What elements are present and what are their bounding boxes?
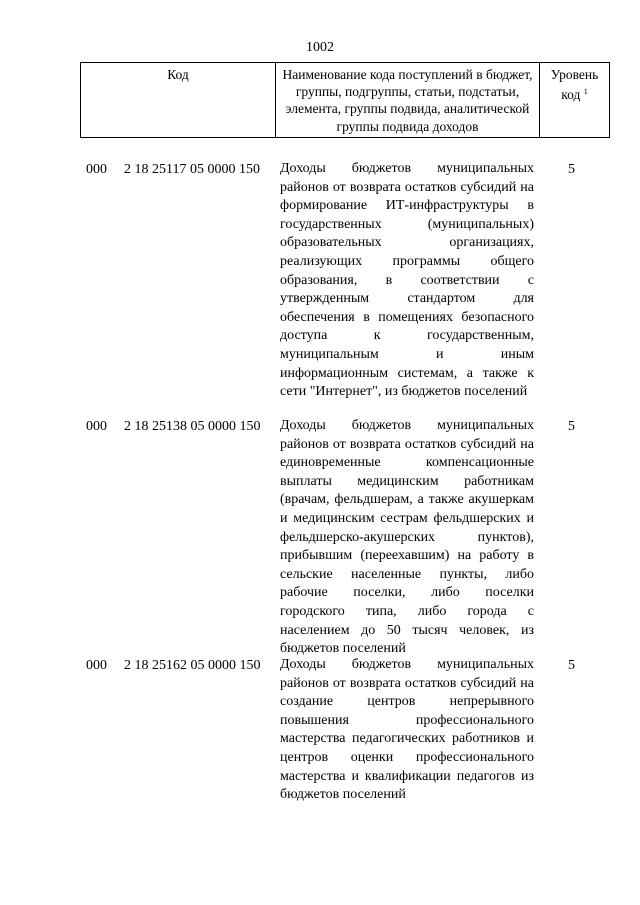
page-number: 1002	[306, 40, 334, 55]
row-name: Доходы бюджетов муниципальных районов от возврата остатков субсидий на формирование ИТ-инфраструктуры в государственных (муниципальных) образовательных организациях, реализующих программы общего образования, в соответствии с утвержденным стандартом для обеспечения в помещениях безопасного доступа к государственным, муниципальным и иным информационным системам, а также к сети "Интернет", из бюджетов поселений	[280, 161, 534, 400]
header-level-footnote: 1	[583, 87, 588, 97]
row-name: Доходы бюджетов муниципальных районов от возврата остатков субсидий на единовременные компенсационные выплаты медицинским работникам (врачам, фельдшерам, а также акушеркам и медицинским сестрам фельдшерских и фельдшерско-акушерских пунктов), прибывшим (переехавшим) на работу в сельские населенные пункты, либо рабочие поселки, либо поселки городского типа, либо города с населением до 50 тысяч человек, из бюджетов поселений	[280, 418, 534, 657]
header-name: Наименование кода поступлений в бюджет, группы, подгруппы, статьи, подстатьи, элемента, группы подвида, аналитической группы подвида доходов	[276, 63, 540, 137]
row-code: 2 18 25162 05 0000 150	[124, 658, 261, 673]
row-name: Доходы бюджетов муниципальных районов от возврата остатков субсидий на создание центров непрерывного повышения профессионального мастерства педагогических работников и центров оценки профессионального мастерства и квалификации педагогов из бюджетов поселений	[280, 657, 534, 803]
row-level: 5	[568, 162, 575, 177]
row-level: 5	[568, 419, 575, 434]
row-code: 2 18 25117 05 0000 150	[124, 162, 260, 177]
row-level: 5	[568, 658, 575, 673]
header-code: Код	[81, 63, 276, 137]
header-level	[540, 63, 609, 137]
header-level-text: Уровень код	[550, 67, 599, 103]
row-code: 2 18 25138 05 0000 150	[124, 419, 261, 434]
table-header	[80, 62, 610, 138]
row-prefix: 000	[86, 419, 107, 434]
row-prefix: 000	[86, 162, 107, 177]
row-prefix: 000	[86, 658, 107, 673]
